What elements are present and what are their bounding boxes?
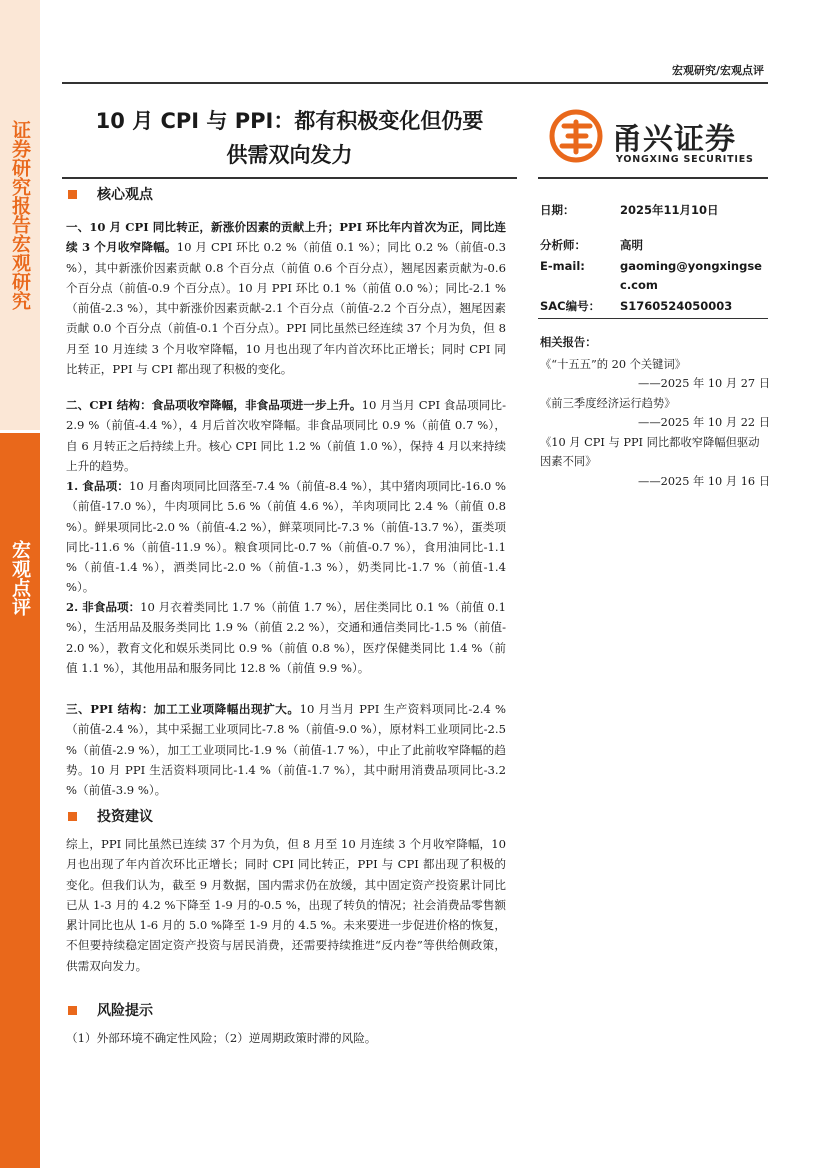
report-meta	[540, 201, 770, 316]
logo-rule	[538, 177, 768, 179]
core-para-4	[66, 597, 506, 678]
core-para-1-bold: 一、10 月 CPI 同比转正，新涨价因素的贡献上升；PPI 环比年内首次为正，同比连续 3 个月收窄降幅。	[66, 220, 506, 255]
core-para-1-text: 10 月 CPI 环比 0.2 %（前值 0.1 %）；同比 0.2 %（前值-0.3 %），其中新涨价因素贡献 0.8 个百分点（前值 0.6 个百分点），翘尾因素贡献为-0.6 个百分点（前值-0.9 个百分点）。10 月 PPI 环比 0.1 %（前值 0.0 %）；同比-2.1 %（前值-2.3 %），其中新涨价因素贡献-2.1 个百分点（前值-2.2 个百分点），翘尾因素贡献 0.0 个百分点（前值-0.1 个百分点）。PPI 同比虽然已经连续 37 个月为负，但 8 月至 10 月连续 3 个月收窄降幅，10 月也出现了年内首次环比正增长；同时 CPI 同比转正，PPI 与 CPI 都出现了积极的变化。	[66, 240, 507, 377]
related-item[interactable]	[540, 355, 770, 394]
core-para-5-text: 10 月当月 PPI 生产资料项同比-2.4 %（前值-2.4 %），其中采掘工业项同比-7.8 %（前值-9.0 %），原材料工业项同比-2.5 %（前值-2.9 %），加工工业项同比-1.9 %（前值-1.7 %），中止了此前收窄降幅的趋势。10 月 PPI 生活资料项同比-1.4 %（前值-1.7 %），其中耐用消费品项同比-3.2 %（前值-3.9 %）。	[66, 702, 506, 798]
section-invest-heading	[62, 806, 153, 826]
risk-para: （1）外部环境不确定性风险；（2）逆周期政策时滞的风险。	[66, 1031, 377, 1045]
sidebar-report-type	[0, 120, 40, 310]
core-para-1	[66, 217, 506, 379]
related-item-date: ——2025 年 10 月 16 日	[638, 474, 770, 488]
title-line-2: 供需双向发力	[226, 143, 353, 167]
related-item-date: ——2025 年 10 月 22 日	[638, 416, 770, 429]
section-bullet-icon	[68, 812, 77, 821]
section-risk-title: 风险提示	[97, 1003, 153, 1019]
meta-date-label: 日期：	[540, 203, 575, 217]
sidebar-mid-text: 宏观点评	[9, 540, 31, 616]
related-item-title[interactable]: 《10 月 CPI 与 PPI 同比都收窄降幅但驱动因素不同》	[540, 435, 760, 468]
section-bullet-icon	[68, 190, 77, 199]
meta-analyst-value: 高明	[620, 238, 643, 252]
meta-date-row	[540, 201, 770, 220]
core-para-4-bold: 2. 非食品项：	[66, 600, 141, 614]
core-para-2-text: 10 月当月 CPI 食品项同比-2.9 %（前值-4.4 %），4 月后首次收窄降幅。非食品项同比 0.9 %（前值 0.7 %），自 6 月转正之后持续上升。核心 CPI 同比 1.2 %（前值 1.0 %），保持 4 月以来持续上升的趋势。	[66, 398, 506, 473]
page-title	[62, 104, 517, 172]
meta-email-value[interactable]: gaoming@yongxingsec.com	[620, 259, 762, 292]
header-rule	[62, 82, 768, 84]
related-reports	[540, 333, 770, 491]
core-para-3-bold: 1. 食品项：	[66, 479, 129, 493]
meta-email-label: E-mail:	[540, 259, 585, 273]
core-para-4-text: 10 月衣着类同比 1.7 %（前值 1.7 %），居住类同比 0.1 %（前值 0.1 %），生活用品及服务类同比 1.9 %（前值 2.2 %），交通和通信类同比-1.5 %（前值-2.0 %），教育文化和娱乐类同比 0.9 %（前值 0.8 %），医疗保健类同比 1.4 %（前值 1.1 %），其他用品和服务同比 12.8 %（前值 9.9 %）。	[66, 600, 506, 675]
section-risk-heading	[62, 1000, 153, 1020]
meta-analyst-row	[540, 236, 770, 255]
meta-divider	[538, 318, 768, 319]
meta-sac-value: S1760524050003	[620, 299, 733, 313]
title-rule	[62, 177, 517, 179]
logo-cn-text: 甬兴证券	[612, 122, 736, 157]
core-para-2	[66, 395, 506, 476]
meta-email-row	[540, 257, 770, 295]
section-invest-title: 投资建议	[97, 809, 153, 825]
company-logo	[546, 108, 766, 170]
core-para-3-text: 10 月畜肉项同比回落至-7.4 %（前值-8.4 %），其中猪肉项同比-16.0 %（前值-17.0 %），牛肉项同比 5.6 %（前值 4.6 %），羊肉项同比 2.4 %（前值 0.8 %）。鲜果项同比-2.0 %（前值-4.2 %），鲜菜项同比-7.3 %（前值-13.7 %），蛋类项同比-11.6 %（前值-11.9 %）。粮食项同比-0.7 %（前值-0.7 %），食用油同比-1.1 %（前值-1.4 %），酒类同比-2.0 %（前值-1.3 %），奶类同比-1.7 %（前值-1.4 %）。	[66, 479, 507, 595]
meta-analyst-label: 分析师：	[540, 238, 586, 252]
invest-para: 综上，PPI 同比虽然已连续 37 个月为负，但 8 月至 10 月连续 3 个月收窄降幅，10 月也出现了年内首次环比正增长；同时 CPI 同比转正，PPI 与 CPI 都出现了积极的变化。但我们认为，截至 9 月数据，国内需求仍在放缓，其中固定资产投资累计同比已从 1-3 月的 4.2 %下降至 1-9 月的-0.5 %，出现了转负的情况；社会消费品零售额累计同比也从 1-6 月的 5.0 %降至 1-9 月的 4.5 %。未来要进一步促进价格的恢复，不但要持续稳定固定资产投资与居民消费，还需要持续推进“反内卷”等供给侧政策，供需双向发力。	[66, 837, 506, 973]
related-item-date: ——2025 年 10 月 27 日	[638, 377, 770, 390]
meta-sac-row	[540, 297, 770, 316]
section-core-heading	[62, 184, 153, 204]
related-heading: 相关报告：	[540, 336, 597, 349]
related-item[interactable]	[540, 433, 770, 492]
sidebar-top-text: 证券研究报告宏观研究	[9, 120, 31, 310]
logo-en-text: YONGXING SECURITIES	[616, 154, 754, 165]
sidebar-category	[0, 540, 40, 616]
title-line-1: 10 月 CPI 与 PPI：都有积极变化但仍要	[95, 109, 484, 133]
report-category: 宏观研究/宏观点评	[671, 64, 764, 77]
related-item-title[interactable]: 《“十五五”的 20 个关键词》	[540, 357, 687, 371]
core-para-5-bold: 三、PPI 结构：加工工业项降幅出现扩大。	[66, 702, 300, 716]
related-item[interactable]	[540, 394, 770, 433]
core-para-5	[66, 699, 506, 800]
meta-sac-label: SAC编号：	[540, 299, 601, 313]
section-bullet-icon	[68, 1006, 77, 1015]
section-core-title: 核心观点	[97, 187, 153, 203]
meta-date-value: 2025年11月10日	[620, 203, 719, 217]
core-para-3	[66, 476, 506, 598]
related-item-title[interactable]: 《前三季度经济运行趋势》	[540, 396, 676, 410]
core-para-2-bold: 二、CPI 结构：食品项收窄降幅，非食品项进一步上升。	[66, 398, 362, 412]
